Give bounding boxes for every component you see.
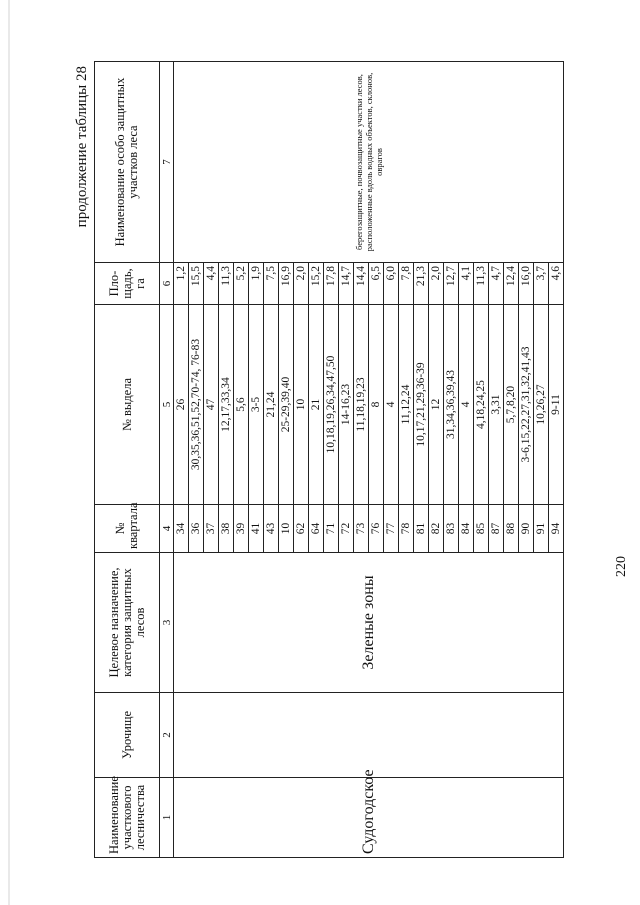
column-number: 4 [160, 505, 174, 553]
cell-allotment: 14-16,23 [339, 305, 354, 505]
cell-area: 1,9 [249, 263, 264, 305]
page-number: 220 [614, 556, 629, 577]
cell-quarter: 64 [309, 505, 324, 553]
cell-allotment: 47 [204, 305, 219, 505]
header-protected-areas: Наименование особо защитных участков леса [95, 62, 160, 263]
cell-allotment: 9-11 [549, 305, 564, 505]
cell-area: 7,5 [264, 263, 279, 305]
header-purpose: Целевое назначение, категория защитных лесов [95, 553, 160, 693]
cell-quarter: 71 [324, 505, 339, 553]
cell-area: 21,3 [414, 263, 429, 305]
forest-areas-table [94, 61, 564, 858]
cell-area: 17,8 [324, 263, 339, 305]
cell-quarter: 88 [504, 505, 519, 553]
cell-quarter: 36 [189, 505, 204, 553]
cell-quarter: 37 [204, 505, 219, 553]
cell-area: 5,2 [234, 263, 249, 305]
column-number: 1 [160, 778, 174, 858]
cell-allotment: 4,18,24,25 [474, 305, 489, 505]
cell-area: 12,7 [444, 263, 459, 305]
cell-tract [174, 693, 564, 778]
header-area: Пло-щадь, га [95, 263, 160, 305]
scan-edge-shadow [8, 0, 10, 905]
cell-area: 4,4 [204, 263, 219, 305]
cell-area: 16,9 [279, 263, 294, 305]
cell-allotment: 3-5 [249, 305, 264, 505]
cell-quarter: 83 [444, 505, 459, 553]
cell-allotment: 3,31 [489, 305, 504, 505]
cell-allotment: 26 [174, 305, 189, 505]
cell-quarter: 34 [174, 505, 189, 553]
table-row [174, 62, 189, 858]
cell-area: 12,4 [504, 263, 519, 305]
cell-quarter: 81 [414, 505, 429, 553]
header-forestry: Наименование участкового лесничества [95, 778, 160, 858]
cell-quarter: 43 [264, 505, 279, 553]
cell-quarter: 77 [384, 505, 399, 553]
cell-allotment: 8 [369, 305, 384, 505]
cell-quarter: 84 [459, 505, 474, 553]
cell-area: 6,5 [369, 263, 384, 305]
cell-category: Зеленые зоны [174, 553, 564, 693]
cell-quarter: 72 [339, 505, 354, 553]
cell-allotment: 21,24 [264, 305, 279, 505]
table-caption: продолжение таблицы 28 [74, 66, 90, 228]
cell-quarter: 78 [399, 505, 414, 553]
cell-forestry: Судогодское [174, 778, 564, 858]
cell-protected-description: берегозащитные, почвозащитные участки лесов, расположенные вдоль водных объектов, склонов, оврагов [174, 62, 564, 263]
cell-allotment: 10,17,21,29,36-39 [414, 305, 429, 505]
header-tract: Урочище [95, 693, 160, 778]
cell-area: 7,8 [399, 263, 414, 305]
cell-allotment: 10 [294, 305, 309, 505]
cell-allotment: 3-6,15,22,27,31,32,41,43 [519, 305, 534, 505]
cell-area: 11,3 [474, 263, 489, 305]
cell-area: 2,0 [429, 263, 444, 305]
cell-area: 14,4 [354, 263, 369, 305]
column-number: 2 [160, 693, 174, 778]
cell-allotment: 4 [384, 305, 399, 505]
column-number: 6 [160, 263, 174, 305]
cell-area: 1,2 [174, 263, 189, 305]
cell-allotment: 30,35,36,51,52,70-74, 76-83 [189, 305, 204, 505]
cell-quarter: 41 [249, 505, 264, 553]
cell-area: 15,2 [309, 263, 324, 305]
column-number: 3 [160, 553, 174, 693]
cell-quarter: 38 [219, 505, 234, 553]
cell-allotment: 11,12,24 [399, 305, 414, 505]
cell-area: 4,6 [549, 263, 564, 305]
cell-quarter: 73 [354, 505, 369, 553]
cell-allotment: 5,7,8,20 [504, 305, 519, 505]
cell-allotment: 10,26,27 [534, 305, 549, 505]
cell-allotment: 12 [429, 305, 444, 505]
cell-area: 4,1 [459, 263, 474, 305]
cell-quarter: 85 [474, 505, 489, 553]
header-row [95, 62, 160, 858]
cell-allotment: 11,18,19,23 [354, 305, 369, 505]
cell-allotment: 5,6 [234, 305, 249, 505]
cell-area: 2,0 [294, 263, 309, 305]
cell-quarter: 82 [429, 505, 444, 553]
cell-quarter: 87 [489, 505, 504, 553]
cell-area: 6,0 [384, 263, 399, 305]
column-number: 7 [160, 62, 174, 263]
cell-allotment: 4 [459, 305, 474, 505]
cell-quarter: 91 [534, 505, 549, 553]
cell-allotment: 10,18,19,26,34,47,50 [324, 305, 339, 505]
cell-area: 14,7 [339, 263, 354, 305]
cell-quarter: 90 [519, 505, 534, 553]
cell-area: 16,0 [519, 263, 534, 305]
cell-quarter: 10 [279, 505, 294, 553]
cell-area: 11,3 [219, 263, 234, 305]
column-number: 5 [160, 305, 174, 505]
cell-area: 3,7 [534, 263, 549, 305]
cell-allotment: 25-29,39,40 [279, 305, 294, 505]
cell-quarter: 39 [234, 505, 249, 553]
cell-allotment: 21 [309, 305, 324, 505]
header-allotment: № выдела [95, 305, 160, 505]
header-quarter: № квартала [95, 505, 160, 553]
column-number-row [160, 62, 174, 858]
cell-quarter: 94 [549, 505, 564, 553]
cell-area: 4,7 [489, 263, 504, 305]
cell-quarter: 76 [369, 505, 384, 553]
cell-allotment: 31,34,36,39,43 [444, 305, 459, 505]
cell-area: 15,5 [189, 263, 204, 305]
rotated-page [72, 58, 629, 858]
cell-allotment: 12,17,33,34 [219, 305, 234, 505]
cell-quarter: 62 [294, 505, 309, 553]
